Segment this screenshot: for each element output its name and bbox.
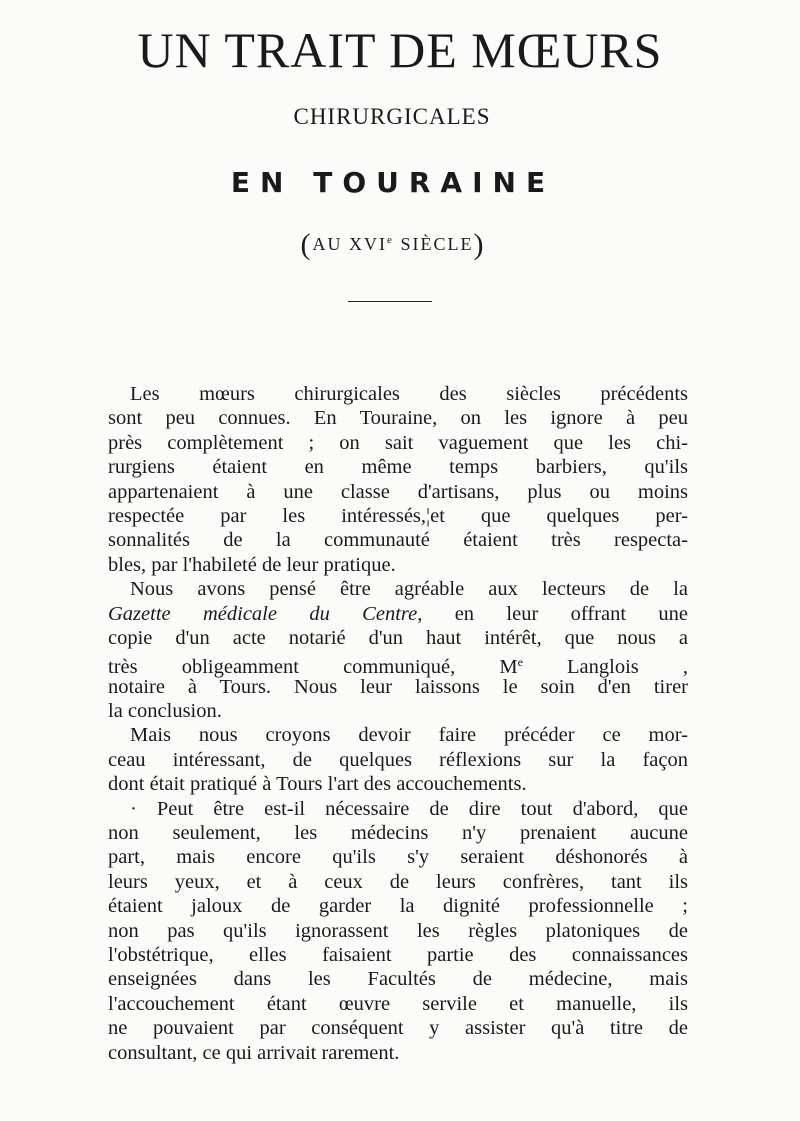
text-line bbox=[108, 577, 688, 601]
text-line bbox=[108, 967, 688, 991]
text-line bbox=[108, 797, 688, 821]
text-fragment: sonnalités de la communauté étaient très respecta- bbox=[108, 529, 688, 552]
text-fragment: sont peu connues. En Touraine, on les ignore à peu bbox=[108, 407, 688, 430]
body-text bbox=[108, 382, 688, 1065]
close-paren: ) bbox=[473, 228, 486, 261]
text-fragment: rurgiens étaient en même temps barbiers, qu'ils bbox=[108, 456, 688, 479]
text-fragment: l'accouchement étant œuvre servile et manuelle, ils bbox=[108, 992, 688, 1015]
text-fragment: près complètement ; on sait vaguement que les chi- bbox=[108, 431, 688, 454]
text-line bbox=[108, 626, 688, 650]
text-fragment: Les mœurs chirurgicales des siècles précédents bbox=[130, 383, 688, 405]
text-line bbox=[108, 943, 688, 967]
text-fragment: ceau intéressant, de quelques réflexions sur la façon bbox=[108, 748, 688, 771]
century-heading bbox=[0, 228, 786, 262]
text-fragment: respectée par les intéressés,¦et que quelques per- bbox=[108, 504, 688, 527]
text-fragment: bles, par l'habileté de leur pratique. bbox=[108, 553, 396, 576]
text-line bbox=[108, 919, 688, 943]
text-line bbox=[108, 1041, 688, 1065]
text-line bbox=[108, 431, 688, 455]
text-fragment: la conclusion. bbox=[108, 700, 222, 723]
superscript: e bbox=[517, 655, 523, 670]
century-text: AU XVI bbox=[312, 234, 388, 254]
text-fragment: Mais nous croyons devoir faire précéder ce mor- bbox=[130, 724, 688, 747]
text-line bbox=[108, 723, 688, 747]
text-line bbox=[108, 1016, 688, 1040]
century-tail: SIÈCLE bbox=[393, 234, 474, 254]
text-fragment: Langlois , bbox=[522, 656, 688, 679]
text-line bbox=[108, 553, 688, 577]
page-subtitle: CHIRURGICALES bbox=[293, 104, 491, 129]
text-fragment: non seulement, les médecins n'y prenaient aucune bbox=[108, 822, 688, 845]
text-fragment: ne pouvaient par conséquent y assister qu'à titre de bbox=[108, 1017, 688, 1040]
region-heading: EN TOURAINE bbox=[230, 166, 556, 199]
text-line bbox=[108, 650, 688, 679]
text-line bbox=[108, 870, 688, 894]
text-fragment: enseignées dans les Facultés de médecine, mais bbox=[108, 968, 688, 991]
text-fragment: consultant, ce qui arrivait rarement. bbox=[108, 1041, 400, 1064]
text-line bbox=[108, 845, 688, 869]
text-fragment: étaient jaloux de garder la dignité professionnelle ; bbox=[108, 895, 688, 918]
text-fragment: notaire à Tours. Nous leur laissons le soin d'en tirer bbox=[108, 675, 688, 698]
text-line bbox=[108, 894, 688, 918]
text-line bbox=[108, 480, 688, 504]
text-fragment: l'obstétrique, elles faisaient partie des connaissances bbox=[108, 943, 688, 966]
italic-title: Gazette médicale du Centre bbox=[108, 602, 418, 625]
page-title: UN TRAIT DE MŒURS bbox=[137, 22, 663, 78]
text-fragment: Nous avons pensé être agréable aux lecteurs de la bbox=[130, 578, 688, 601]
text-line bbox=[108, 504, 688, 528]
text-line bbox=[108, 699, 688, 723]
text-fragment: · Peut être est-il nécessaire de dire tout d'abord, que bbox=[130, 797, 688, 820]
text-line bbox=[108, 675, 688, 699]
text-line bbox=[108, 992, 688, 1016]
text-line bbox=[108, 602, 688, 626]
text-fragment: non pas qu'ils ignorassent les règles platoniques de bbox=[108, 919, 688, 942]
text-fragment: dont était pratiqué à Tours l'art des accouchements. bbox=[108, 773, 527, 796]
text-line bbox=[108, 406, 688, 430]
text-line bbox=[108, 528, 688, 552]
text-fragment: très obligeamment communiqué, M bbox=[108, 656, 518, 679]
text-fragment: leurs yeux, et à ceux de leurs confrères, tant ils bbox=[108, 870, 688, 893]
open-paren: ( bbox=[300, 228, 313, 261]
text-line bbox=[108, 772, 688, 796]
section-divider bbox=[348, 301, 432, 302]
text-line bbox=[108, 821, 688, 845]
text-fragment: , en leur offrant une bbox=[417, 602, 688, 625]
text-line bbox=[108, 748, 688, 772]
text-fragment: copie d'un acte notarié d'un haut intérêt, que nous a bbox=[108, 626, 688, 649]
text-fragment: part, mais encore qu'ils s'y seraient déshonorés à bbox=[108, 846, 688, 869]
text-line bbox=[108, 455, 688, 479]
century-sup: e bbox=[387, 234, 394, 246]
text-line bbox=[108, 382, 688, 406]
text-fragment: appartenaient à une classe d'artisans, plus ou moins bbox=[108, 480, 688, 503]
